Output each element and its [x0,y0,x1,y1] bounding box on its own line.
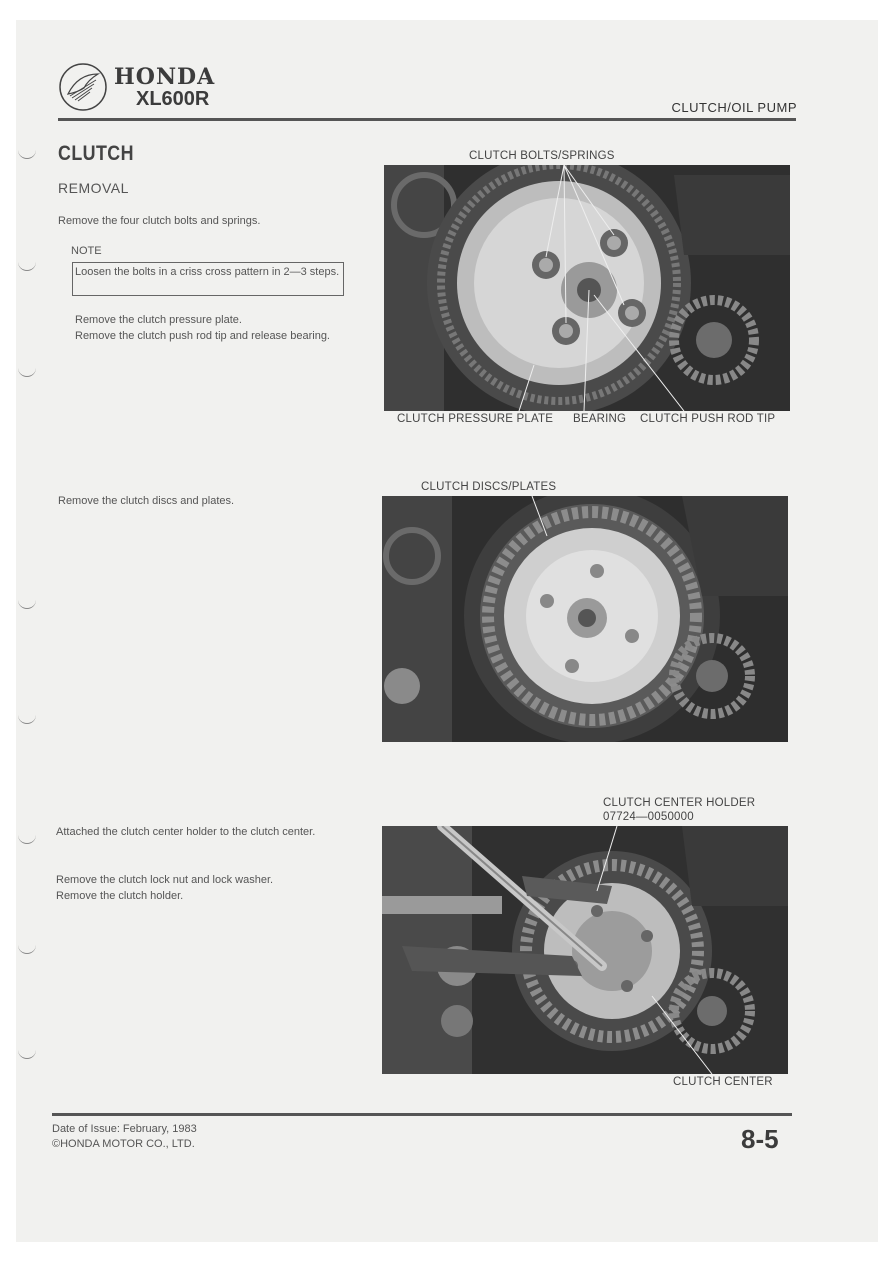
photo-clutch-discs-plates [382,496,788,742]
header-rule [58,118,796,121]
note-label: NOTE [71,245,102,257]
honda-wing-logo [58,62,108,112]
issue-date: Date of Issue: February, 1983 [52,1123,197,1135]
step-line: Remove the clutch lock nut and lock washer. [56,874,274,886]
step-line: Remove the clutch holder. [56,890,184,902]
page-title: CLUTCH [58,142,134,165]
label-clutch-center: CLUTCH CENTER [673,1076,773,1088]
step-line: Remove the clutch pressure plate. [75,314,242,326]
footer-rule [52,1113,792,1116]
label-holder-part-number: 07724—0050000 [603,811,694,823]
photo-clutch-center-holder [382,826,788,1074]
photo-clutch-pressure-plate [384,165,790,411]
label-clutch-center-holder: CLUTCH CENTER HOLDER [603,797,756,809]
label-clutch-discs-plates: CLUTCH DISCS/PLATES [421,481,557,493]
brand-name: HONDA [114,64,216,90]
page-subtitle: REMOVAL [58,180,129,196]
step-attach-holder: Attached the clutch center holder to the clutch center. [56,826,316,838]
step-remove-bolts: Remove the four clutch bolts and springs. [58,215,261,227]
step-remove-discs: Remove the clutch discs and plates. [58,495,235,507]
step-remove-pressure-plate [75,312,345,344]
label-clutch-push-rod-tip: CLUTCH PUSH ROD TIP [640,413,776,425]
label-clutch-bolts-springs: CLUTCH BOLTS/SPRINGS [469,150,615,162]
model-name: XL600R [136,88,210,110]
page-number: 8-5 [741,1124,779,1154]
copyright: ©HONDA MOTOR CO., LTD. [52,1138,195,1150]
section-heading: CLUTCH/OIL PUMP [671,100,797,115]
step-remove-lock-nut [56,872,331,904]
step-line: Remove the clutch push rod tip and release bearing. [75,330,330,342]
note-box: Loosen the bolts in a criss cross pattern in 2—3 steps. [72,262,344,296]
label-bearing: BEARING [573,413,627,425]
label-clutch-pressure-plate: CLUTCH PRESSURE PLATE [397,413,554,425]
